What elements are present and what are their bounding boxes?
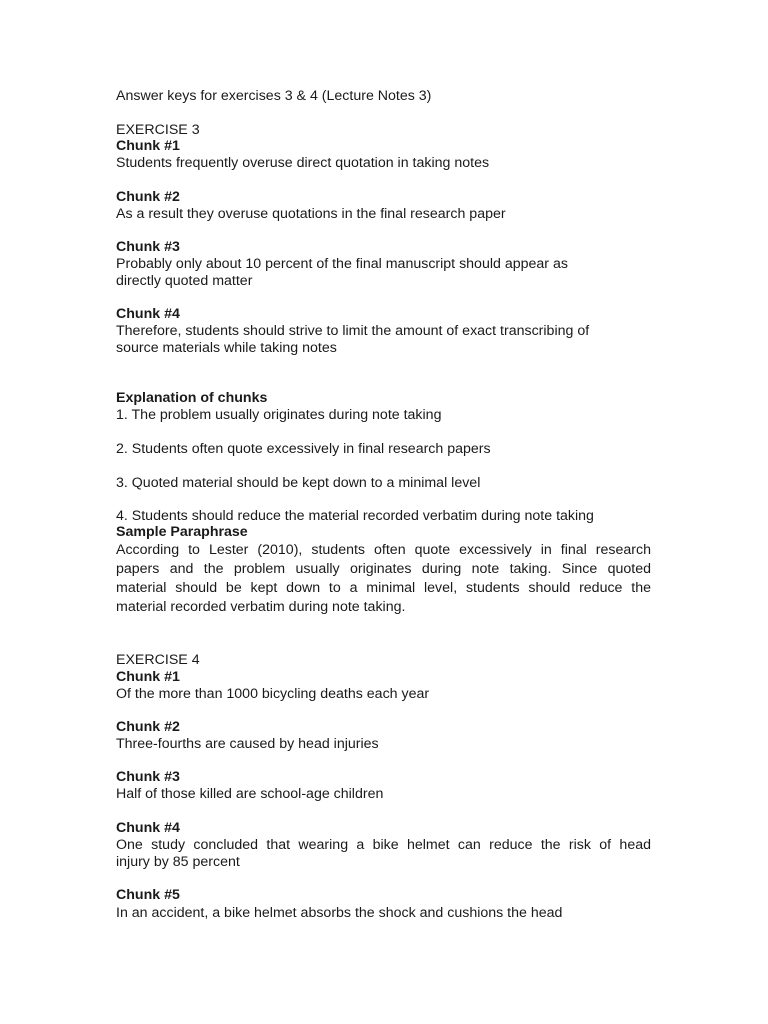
ex4-chunk-3-text: Half of those killed are school-age children [116, 786, 384, 802]
ex4-chunk-2-label: Chunk #2 [116, 719, 180, 735]
explanation-item-2: 2. Students often quote excessively in final research papers [116, 441, 491, 457]
ex4-chunk-4-text-line-1: One study concluded that wearing a bike helmet can reduce the risk of head [116, 837, 651, 853]
sample-paraphrase-line-4: material recorded verbatim during note taking. [116, 599, 406, 615]
ex3-chunk-1-label: Chunk #1 [116, 138, 180, 154]
ex3-chunk-3-text-line-2: directly quoted matter [116, 273, 253, 289]
ex3-chunk-3-text-line-1: Probably only about 10 percent of the final manuscript should appear as [116, 256, 568, 272]
ex3-chunk-3-label: Chunk #3 [116, 239, 180, 255]
ex3-chunk-4-text-line-1: Therefore, students should strive to limit the amount of exact transcribing of [116, 323, 590, 339]
ex3-chunk-1-text: Students frequently overuse direct quotation in taking notes [116, 155, 490, 171]
ex4-chunk-5-label: Chunk #5 [116, 887, 180, 903]
ex4-chunk-2-text: Three-fourths are caused by head injuries [116, 736, 379, 752]
ex4-chunk-1-label: Chunk #1 [116, 669, 180, 685]
ex4-chunk-4-label: Chunk #4 [116, 820, 180, 836]
sample-paraphrase-heading: Sample Paraphrase [116, 524, 248, 540]
ex4-chunk-3-label: Chunk #3 [116, 769, 180, 785]
ex3-chunk-4-text-line-2: source materials while taking notes [116, 340, 337, 356]
sample-paraphrase-line-3: material should be kept down to a minimal level, students should reduce the [116, 580, 651, 596]
ex3-chunk-4-label: Chunk #4 [116, 306, 180, 322]
ex4-chunk-5-text: In an accident, a bike helmet absorbs the shock and cushions the head [116, 905, 563, 921]
explanation-item-4: 4. Students should reduce the material recorded verbatim during note taking [116, 508, 594, 524]
sample-paraphrase-line-2: papers and the problem usually originates during note taking. Since quoted [116, 561, 651, 577]
ex4-chunk-4-text-line-2: injury by 85 percent [116, 854, 240, 870]
sample-paraphrase-line-1: According to Lester (2010), students often quote excessively in final research [116, 542, 651, 558]
exercise-3-heading: EXERCISE 3 [116, 122, 200, 138]
explanation-item-3: 3. Quoted material should be kept down to a minimal level [116, 475, 481, 491]
ex3-chunk-2-label: Chunk #2 [116, 189, 180, 205]
explanation-heading: Explanation of chunks [116, 390, 268, 406]
document-title: Answer keys for exercises 3 & 4 (Lecture Notes 3) [116, 88, 432, 104]
ex3-chunk-2-text: As a result they overuse quotations in the final research paper [116, 206, 506, 222]
ex4-chunk-1-text: Of the more than 1000 bicycling deaths each year [116, 686, 430, 702]
exercise-4-heading: EXERCISE 4 [116, 652, 200, 668]
explanation-item-1: 1. The problem usually originates during note taking [116, 407, 442, 423]
